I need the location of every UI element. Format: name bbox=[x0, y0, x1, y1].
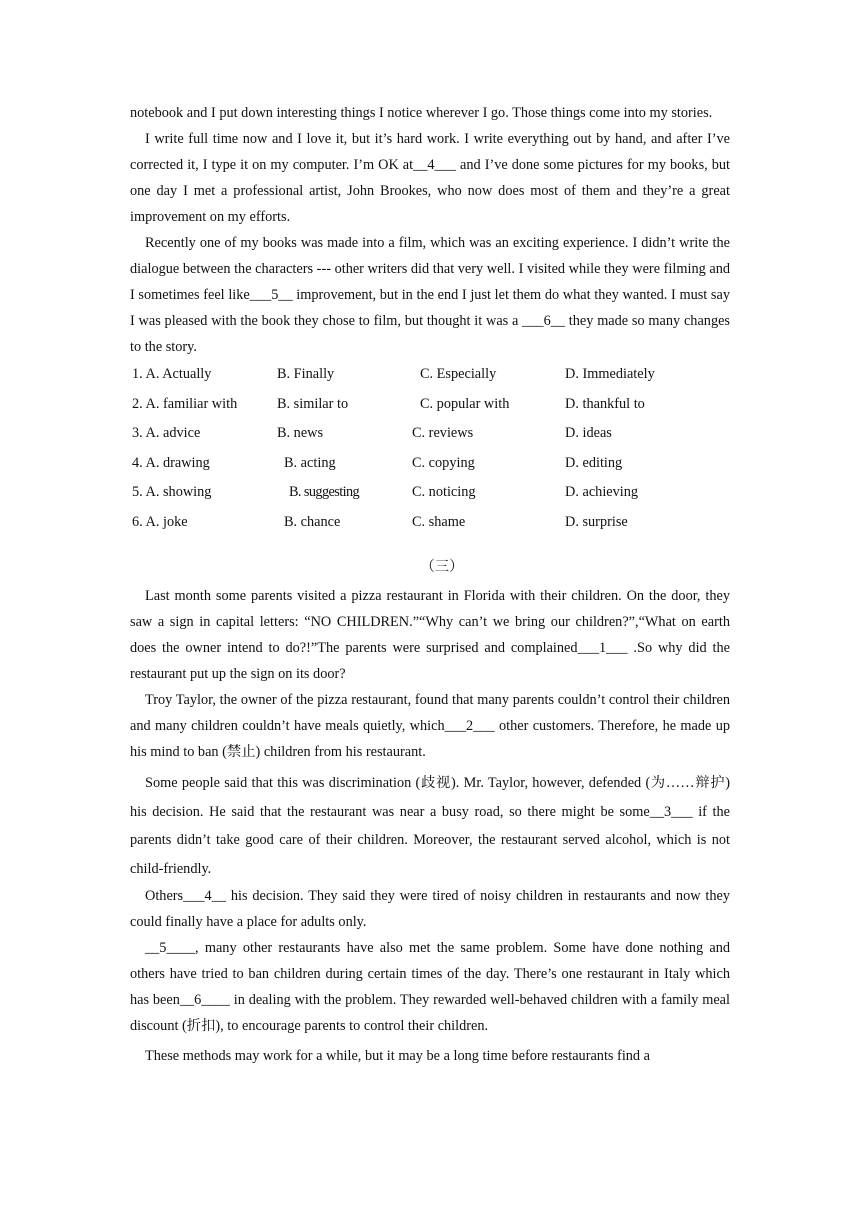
option-2d: D. thankful to bbox=[565, 395, 645, 412]
option-6c: C. shame bbox=[412, 513, 466, 530]
page-content bbox=[130, 100, 730, 1069]
passage3-paragraph-5: __5____, many other restaurants have also met the same problem. Some have done nothing and others have tried to ban children during certain times of the day. There’s one restaurant in Italy which has been__6____ in dealing with the problem. They rewarded well-behaved children with a family meal discount (折扣), to encourage parents to control their children. bbox=[130, 940, 730, 1034]
option-4b: B. acting bbox=[284, 454, 336, 471]
option-5d: D. achieving bbox=[565, 484, 639, 500]
option-row-3 bbox=[130, 419, 730, 449]
option-row-4 bbox=[130, 449, 730, 479]
option-4a: 4. A. drawing bbox=[132, 454, 210, 471]
option-5c: C. noticing bbox=[412, 484, 476, 500]
option-row-5 bbox=[130, 478, 730, 508]
passage2-paragraph-3: Recently one of my books was made into a film, which was an exciting experience. I didn’t write the dialogue between the characters --- other writers did that very well. I visited while they were filming and I sometimes feel like___5__ improvement, but in the end I just let them do what they wanted. I must say I was pleased with the book they chose to film, but thought it was a ___6__ they made so many changes to the story. bbox=[130, 235, 730, 355]
option-6a: 6. A. joke bbox=[132, 513, 188, 530]
option-1b: B. Finally bbox=[277, 366, 335, 382]
option-4c: C. copying bbox=[412, 454, 475, 471]
option-5a: 5. A. showing bbox=[132, 484, 212, 500]
option-2c: C. popular with bbox=[420, 395, 510, 412]
option-3d: D. ideas bbox=[565, 425, 612, 441]
option-2b: B. similar to bbox=[277, 395, 349, 412]
passage3-paragraph-6: These methods may work for a while, but it may be a long time before restaurants find a bbox=[145, 1048, 651, 1064]
passage2-paragraph-1: notebook and I put down interesting things I notice wherever I go. Those things come into my stories. bbox=[130, 105, 713, 121]
option-1d: D. Immediately bbox=[565, 366, 655, 382]
option-3c: C. reviews bbox=[412, 425, 474, 441]
passage2-paragraph-2: I write full time now and I love it, but it’s hard work. I write everything out by hand, and after I’ve corrected it, I type it on my computer. I’m OK at__4___ and I’ve done some pictures for my books, but one day I met a professional artist, John Brookes, who now does most of them and they’re a great improvement on my efforts. bbox=[130, 131, 730, 225]
section-title: （三） bbox=[420, 559, 464, 575]
passage3-paragraph-1: Last month some parents visited a pizza restaurant in Florida with their children. On the door, they saw a sign in capital letters: “NO CHILDREN.”“Why can’t we bring our children?”,“What on earth does the owner intend to do?!”The parents were surprised and complained___1___ .So why did the restaurant put up the sign on its door? bbox=[130, 588, 730, 682]
options-list bbox=[130, 360, 730, 537]
option-1a: 1. A. Actually bbox=[132, 366, 212, 382]
option-6b: B. chance bbox=[284, 513, 341, 530]
option-1c: C. Especially bbox=[420, 366, 497, 382]
passage3-paragraph-4: Others___4__ his decision. They said they were tired of noisy children in restaurants and now they could finally have a place for adults only. bbox=[130, 888, 730, 930]
option-3a: 3. A. advice bbox=[132, 425, 201, 441]
option-6d: D. surprise bbox=[565, 513, 628, 530]
option-2a: 2. A. familiar with bbox=[132, 395, 238, 412]
option-3b: B. news bbox=[277, 425, 324, 441]
option-5b: B. suggesting bbox=[289, 484, 360, 500]
passage3-paragraph-3: Some people said that this was discrimination (歧视). Mr. Taylor, however, defended (为……辩护) his decision. He said that the restaurant was near a busy road, so there might be some__3___ if the parents didn’t take good care of their children. Moreover, the restaurant served alcohol, which is not child-friendly. bbox=[130, 775, 730, 877]
option-4d: D. editing bbox=[565, 454, 623, 471]
option-row-1 bbox=[130, 360, 730, 390]
option-row-2 bbox=[130, 390, 730, 420]
option-row-6 bbox=[130, 508, 730, 538]
passage3-paragraph-2: Troy Taylor, the owner of the pizza restaurant, found that many parents couldn’t control their children and many children couldn’t have meals quietly, which___2___ other customers. Therefore, he made up his mind to ban (禁止) children from his restaurant. bbox=[130, 692, 730, 760]
